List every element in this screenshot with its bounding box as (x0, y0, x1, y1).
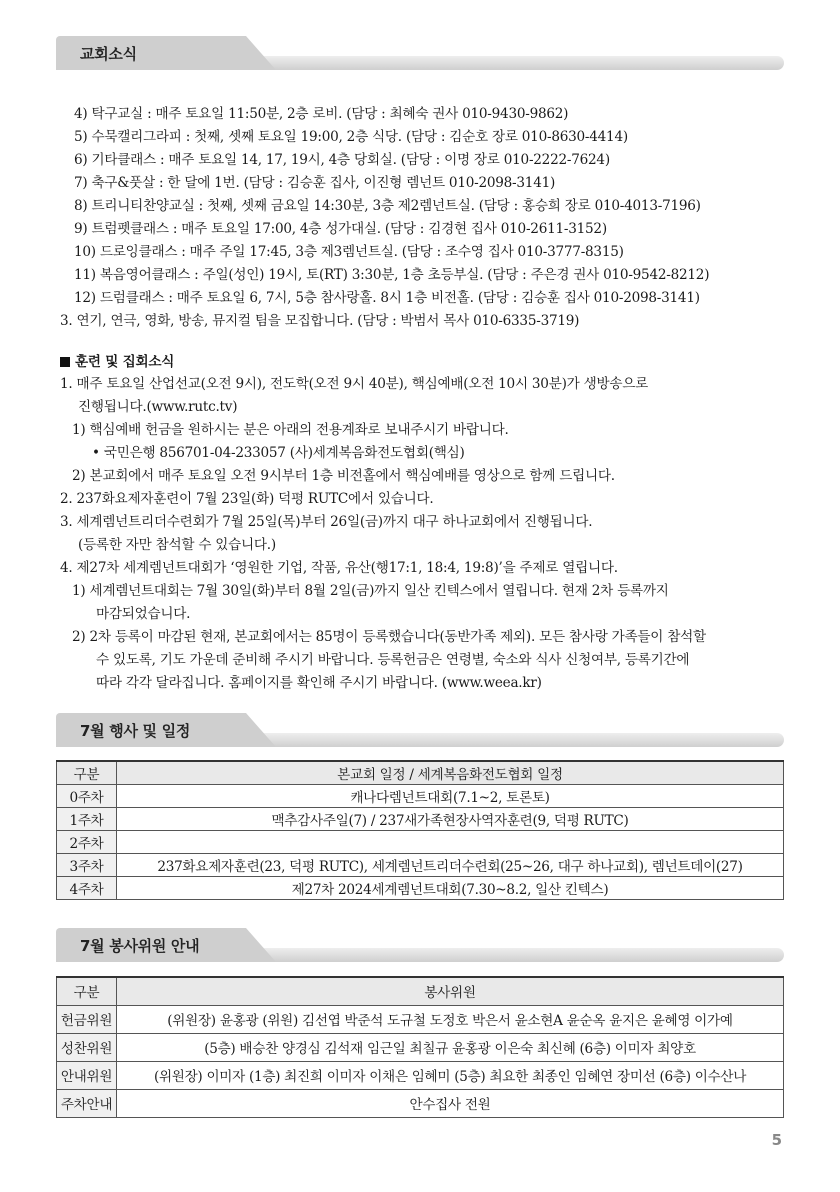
table-header-row (57, 761, 784, 785)
section-title: 7월 행사 및 일정 (80, 722, 191, 740)
table-header-cell: 구분 (57, 761, 117, 785)
list-item: 1) 핵심예배 헌금을 원하시는 분은 아래의 전용계좌로 보내주시기 바랍니다. (72, 422, 509, 438)
list-item: 5) 수묵캘리그라피 : 첫째, 셋째 토요일 19:00, 2층 식당. (담당 : 김순호 장로 010-8630-4414) (74, 129, 628, 145)
list-item: 9) 트럼펫클래스 : 매주 토요일 17:00, 4층 성가대실. (담당 : 김경현 집사 010-2611-3152) (74, 221, 607, 237)
list-item: 12) 드럼클래스 : 매주 토요일 6, 7시, 5층 참사랑홀. 8시 1층 비전홀. (담당 : 김승훈 집사 010-2098-3141) (74, 290, 700, 306)
table-cell-week: 0주차 (57, 785, 117, 808)
table-row (57, 1005, 784, 1033)
volunteers-table (56, 976, 784, 1118)
church-news-list (56, 104, 796, 334)
table-cell-event: 캐나다렘넌트대회(7.1~2, 토론토) (117, 785, 784, 808)
schedule-table (56, 760, 784, 900)
table-cell-event (117, 831, 784, 854)
list-item: 4) 탁구교실 : 매주 토요일 11:50분, 2층 로비. (담당 : 최혜숙 권사 010-9430-9862) (74, 106, 569, 122)
list-item: 8) 트리니티찬양교실 : 첫째, 셋째 금요일 14:30분, 3층 제2렘넌트실. (담당 : 홍승희 장로 010-4013-7196) (74, 198, 701, 214)
list-item: 3. 연기, 연극, 영화, 방송, 뮤지컬 팀을 모집합니다. (담당 : 박범서 목사 010-6335-3719) (60, 313, 580, 329)
section-title: 교회소식 (80, 45, 137, 63)
list-item: 6) 기타클래스 : 매주 토요일 14, 17, 19시, 4층 당회실. (담당 : 이명 장로 010-2222-7624) (74, 152, 610, 168)
table-row (57, 1033, 784, 1061)
training-heading: 훈련 및 집회소식 (60, 352, 174, 372)
list-item: 2) 본교회에서 매주 토요일 오전 9시부터 1층 비전홀에서 핵심예배를 영상으로 함께 드립니다. (72, 468, 615, 484)
table-row (57, 785, 784, 808)
table-cell-event: 맥추감사주일(7) / 237새가족현장사역자훈련(9, 덕평 RUTC) (117, 808, 784, 831)
page-number: 5 (771, 1131, 782, 1149)
list-item: 수 있도록, 기도 가운데 준비해 주시기 바랍니다. 등록헌금은 연령별, 숙소와 식사 신청여부, 등록기간에 (96, 652, 690, 668)
list-item: 10) 드로잉클래스 : 매주 주일 17:45, 3층 제3렘넌트실. (담당 : 조수영 집사 010-3777-8315) (74, 244, 624, 260)
list-item: 4. 제27차 세계렘넌트대회가 ‘영원한 기업, 작품, 유산(행17:1, 18:4, 19:8)’을 주제로 열립니다. (60, 560, 618, 576)
table-header-cell: 본교회 일정 / 세계복음화전도협회 일정 (117, 761, 784, 785)
list-item: 3. 세계렘넌트리더수련회가 7월 25일(목)부터 26일(금)까지 대구 하나교회에서 진행됩니다. (60, 514, 593, 530)
table-cell-role: 안내위원 (57, 1061, 117, 1089)
table-cell-week: 3주차 (57, 854, 117, 877)
table-cell-members: (위원장) 이미자 (1층) 최진희 이미자 이채은 임혜미 (5층) 최요한 최종인 임혜연 장미선 (6층) 이수산나 (117, 1061, 784, 1089)
table-cell-role: 헌금위원 (57, 1005, 117, 1033)
table-row (57, 808, 784, 831)
table-cell-event: 제27차 2024세계렘넌트대회(7.30~8.2, 일산 킨텍스) (117, 877, 784, 900)
list-item: 따라 각각 달라집니다. 홈페이지를 확인해 주시기 바랍니다. (www.weea.kr) (96, 675, 542, 691)
square-bullet-icon (60, 357, 70, 367)
list-item: 7) 축구&풋살 : 한 달에 1번. (담당 : 김승훈 집사, 이진형 렘넌트 010-2098-3141) (74, 175, 556, 191)
table-cell-members: 안수집사 전원 (117, 1089, 784, 1117)
list-item: (등록한 자만 참석할 수 있습니다.) (78, 537, 276, 553)
section-title: 7월 봉사위원 안내 (80, 937, 200, 955)
table-cell-week: 2주차 (57, 831, 117, 854)
table-header-cell: 구분 (57, 977, 117, 1005)
list-item: 마감되었습니다. (96, 606, 191, 622)
list-item: • 국민은행 856701-04-233057 (사)세계복음화전도협회(핵심) (92, 445, 465, 461)
table-cell-week: 1주차 (57, 808, 117, 831)
table-row (57, 854, 784, 877)
table-cell-members: (5층) 배승찬 양경심 김석재 임근일 최칠규 윤홍광 이은숙 최신혜 (6층) 이미자 최양호 (117, 1033, 784, 1061)
table-row (57, 1089, 784, 1117)
table-row (57, 877, 784, 900)
table-cell-week: 4주차 (57, 877, 117, 900)
list-item: 1) 세계렘넌트대회는 7월 30일(화)부터 8월 2일(금)까지 일산 킨텍스에서 열립니다. 현재 2차 등록까지 (72, 583, 669, 599)
table-header-cell: 봉사위원 (117, 977, 784, 1005)
schedule-header (56, 713, 784, 747)
table-cell-role: 성찬위원 (57, 1033, 117, 1061)
list-item: 2) 2차 등록이 마감된 현재, 본교회에서는 85명이 등록했습니다(동반가족 제외). 모든 참사랑 가족들이 참석할 (72, 629, 706, 645)
volunteers-header (56, 928, 784, 962)
list-item: 1. 매주 토요일 산업선교(오전 9시), 전도학(오전 9시 40분), 핵심예배(오전 10시 30분)가 생방송으로 (60, 376, 648, 392)
training-news (56, 352, 796, 692)
table-cell-members: (위원장) 윤홍광 (위원) 김선엽 박준석 도규철 도정호 박은서 윤소현A 윤순옥 윤지은 윤혜영 이가예 (117, 1005, 784, 1033)
table-header-row (57, 977, 784, 1005)
table-cell-role: 주차안내 (57, 1089, 117, 1117)
table-cell-event: 237화요제자훈련(23, 덕평 RUTC), 세계렘넌트리더수련회(25~26, 대구 하나교회), 렘넌트데이(27) (117, 854, 784, 877)
table-row (57, 1061, 784, 1089)
list-item: 11) 복음영어클래스 : 주일(성인) 19시, 토(RT) 3:30분, 1층 초등부실. (담당 : 주은경 권사 010-9542-8212) (74, 267, 710, 283)
table-row (57, 831, 784, 854)
list-item: 진행됩니다.(www.rutc.tv) (78, 399, 238, 415)
list-item: 2. 237화요제자훈련이 7월 23일(화) 덕평 RUTC에서 있습니다. (60, 491, 434, 507)
church-news-header (56, 36, 784, 70)
